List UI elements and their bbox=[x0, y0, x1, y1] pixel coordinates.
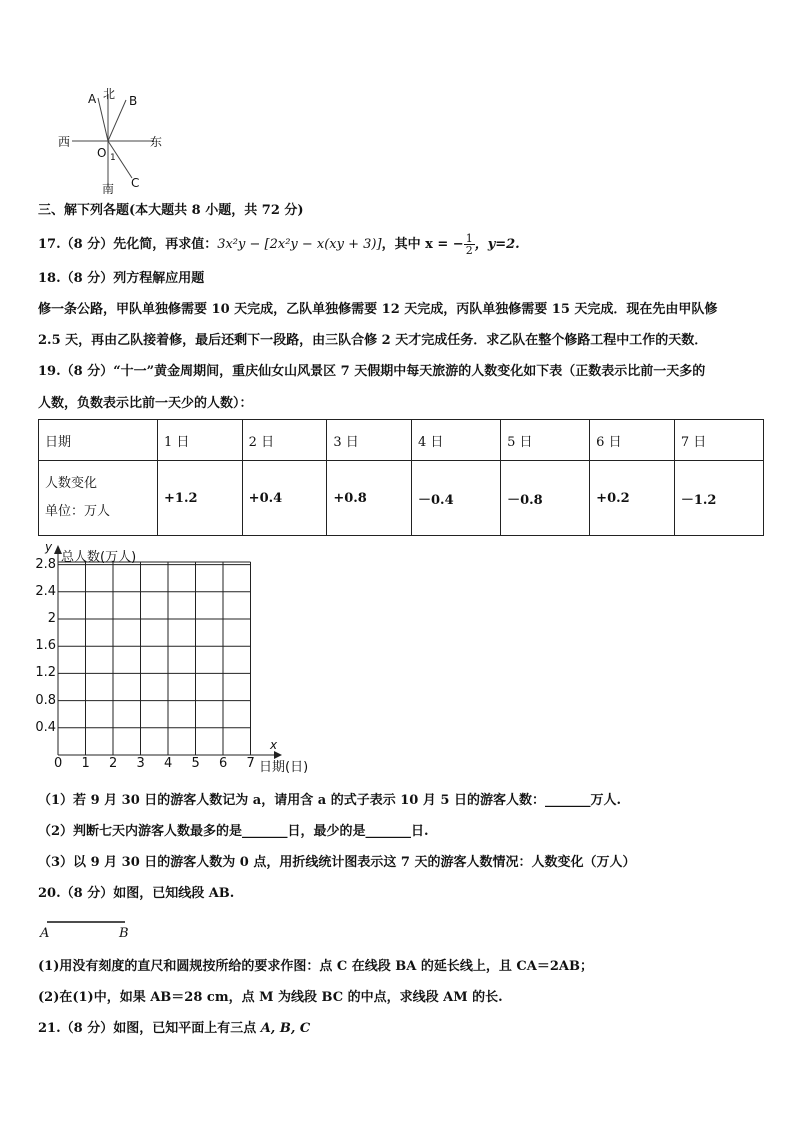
table-value-2: +0.4 bbox=[242, 461, 327, 536]
compass-point-a: A bbox=[88, 92, 97, 106]
question-19-line-2: 人数，负数表示比前一天少的人数）： bbox=[38, 396, 253, 411]
table-day-1: 1 日 bbox=[158, 420, 243, 461]
question-19-sub-3: （3）以 9 月 30 日的游客人数为 0 点，用折线统计图表示这 7 天的游客人数情况：人数变化（万人） bbox=[38, 855, 636, 870]
y-axis-title: 总人数(万人) bbox=[61, 550, 137, 565]
question-21 bbox=[38, 1020, 310, 1038]
table-value-5: －0.8 bbox=[501, 461, 590, 536]
x-tick-label: 0 bbox=[54, 756, 63, 771]
q17-expression: 3x²y − [2x²y − x(xy + 3)] bbox=[217, 237, 382, 252]
table-day-6: 6 日 bbox=[590, 420, 675, 461]
q21-prefix: 21.（8 分）如图，已知平面上有三点 bbox=[38, 1021, 261, 1036]
x-tick-label: 3 bbox=[136, 756, 145, 771]
y-tick-label: 0.8 bbox=[35, 692, 56, 708]
question-19-line-1: 19.（8 分）“十一”黄金周期间，重庆仙女山风景区 7 天假期中每天旅游的人数变化如下表（正数表示比前一天多的 bbox=[38, 364, 706, 379]
table-value-1: +1.2 bbox=[158, 461, 243, 536]
q17-fraction-numerator: 1 bbox=[465, 232, 473, 245]
table-day-4: 4 日 bbox=[412, 420, 501, 461]
q17-prefix: 17.（8 分）先化简，再求值： bbox=[38, 237, 218, 252]
q17-fraction bbox=[464, 233, 475, 256]
table-day-5: 5 日 bbox=[501, 420, 590, 461]
table-day-2: 2 日 bbox=[242, 420, 327, 461]
x-tick-label: 5 bbox=[191, 756, 200, 771]
table-header-label: 日期 bbox=[39, 420, 158, 461]
y-tick-label: 0.4 bbox=[35, 719, 56, 735]
table-row-label bbox=[39, 461, 158, 536]
question-20-sub-2: (2)在(1)中，如果 AB＝28 cm，点 M 为线段 BC 的中点，求线段 AM 的长. bbox=[38, 990, 503, 1005]
table-day-7: 7 日 bbox=[674, 420, 763, 461]
segment-point-a: A bbox=[40, 926, 50, 941]
y-tick-label: 1.2 bbox=[35, 665, 56, 681]
grid-lines bbox=[58, 562, 251, 755]
table-value-6: +0.2 bbox=[590, 461, 675, 536]
y-axis-symbol: y bbox=[45, 540, 53, 554]
compass-west-label: 西 bbox=[58, 135, 71, 149]
compass-north-label: 北 bbox=[103, 87, 116, 101]
table-value-4: －0.4 bbox=[412, 461, 501, 536]
x-tick-label: 4 bbox=[164, 756, 173, 771]
x-axis-title: 日期(日) bbox=[259, 760, 309, 775]
y-tick-label: 1.6 bbox=[35, 638, 56, 654]
compass-east-label: 东 bbox=[150, 135, 163, 149]
table-value-row bbox=[39, 461, 764, 536]
y-tick-label: 2 bbox=[47, 611, 56, 626]
x-tick-label: 6 bbox=[219, 756, 228, 771]
question-17 bbox=[38, 233, 520, 256]
y-tick-label: 2.4 bbox=[35, 583, 56, 599]
segment-point-b: B bbox=[119, 926, 129, 941]
table-header-row bbox=[39, 420, 764, 461]
visitor-change-table bbox=[38, 419, 764, 536]
table-day-3: 3 日 bbox=[327, 420, 412, 461]
question-18-line-2: 2.5 天，再由乙队接着修，最后还剩下一段路，由三队合修 2 天才完成任务．求乙队在整个修路工程中工作的天数． bbox=[38, 333, 708, 348]
q17-fraction-denominator: 2 bbox=[465, 244, 473, 257]
y-tick-label: 2.8 bbox=[35, 556, 56, 572]
table-value-7: －1.2 bbox=[674, 461, 763, 536]
compass-point-c: C bbox=[131, 176, 140, 190]
q21-points: A, B, C bbox=[260, 1021, 311, 1036]
compass-point-b: B bbox=[129, 94, 138, 108]
question-20-sub-1: (1)用没有刻度的直尺和圆规按所给的要求作图：点 C 在线段 BA 的延长线上，且 CA＝2AB； bbox=[38, 959, 593, 974]
question-19-sub-2: （2）判断七天内游客人数最多的是_______日，最少的是_______日. bbox=[38, 824, 429, 839]
compass-south-label: 南 bbox=[102, 182, 115, 196]
table-value-3: +0.8 bbox=[327, 461, 412, 536]
x-tick-label: 1 bbox=[81, 756, 90, 771]
compass-origin-label: O bbox=[97, 146, 107, 160]
x-tick-label: 7 bbox=[246, 756, 255, 771]
x-tick-label: 2 bbox=[109, 756, 118, 771]
question-20-title: 20.（8 分）如图，已知线段 AB. bbox=[38, 886, 235, 901]
blank-grid bbox=[30, 540, 300, 780]
section-heading: 三、解下列各题(本大题共 8 小题，共 72 分) bbox=[38, 203, 304, 218]
table-row-label-2: 单位：万人 bbox=[45, 504, 111, 519]
question-19-sub-1: （1）若 9 月 30 日的游客人数记为 a，请用含 a 的式子表示 10 月 5 日的游客人数：_______万人. bbox=[38, 793, 621, 808]
question-18-title: 18.（8 分）列方程解应用题 bbox=[38, 271, 205, 286]
question-18-line-1: 修一条公路，甲队单独修需要 10 天完成，乙队单独修需要 12 天完成，丙队单独修需要 15 天完成．现在先由甲队修 bbox=[38, 302, 718, 317]
compass-angle-label: 1 bbox=[110, 153, 116, 163]
q17-mid: ，其中 x = − bbox=[381, 237, 464, 252]
table-row-label-1: 人数变化 bbox=[45, 476, 98, 491]
q17-suffix: ，y=2. bbox=[474, 237, 520, 252]
x-axis-symbol: x bbox=[270, 738, 278, 752]
